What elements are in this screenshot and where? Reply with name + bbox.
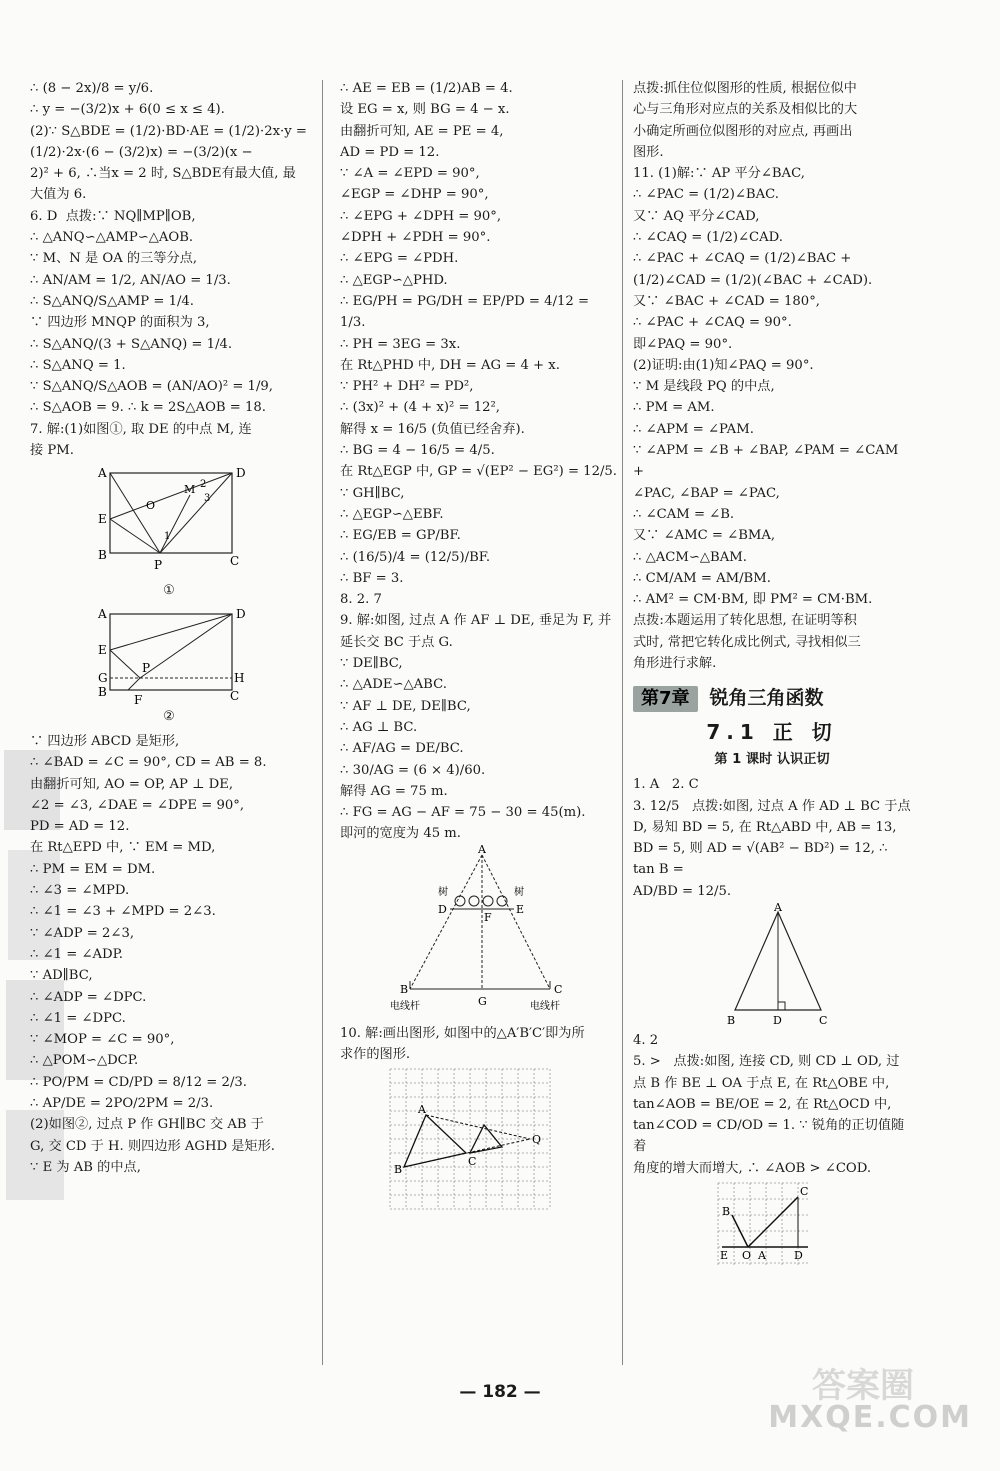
fig2-label-e: E (98, 642, 107, 657)
col1-line: 2)² + 6, ∴当x = 2 时, S△BDE有最大值, 最 (30, 166, 296, 182)
col2-line: 在 Rt△PHD 中, DH = AG = 4 + x. (340, 357, 560, 373)
col3-line: ∴ PM = AM. (633, 400, 715, 416)
col1b-line: G, 交 CD 于 H. 则四边形 AGHD 是矩形. (30, 1138, 275, 1154)
col2-line: ∴ △EGP∽△EBF. (340, 506, 444, 522)
fig2-label-a: A (98, 606, 107, 621)
river-label-tree-left: 树 (438, 886, 448, 898)
col3-line: ∴ △ACM∽△BAM. (633, 549, 747, 565)
col2-text-bottom (340, 1023, 618, 1066)
fig1-label-2: 2 (200, 479, 207, 491)
col1-line: ∴ S△ANQ = 1. (30, 357, 126, 373)
col1-line: (2)∵ S△BDE = (1/2)·BD·AE = (1/2)·2x·y = (30, 123, 307, 139)
col1b-line: ∵ ∠ADP = 2∠3, (30, 925, 135, 941)
col2-line: ∵ ∠A = ∠EPD = 90°, (340, 166, 480, 182)
col3-line: 小确定所画位似图形的对应点, 再画出 (633, 123, 853, 139)
col1-line: ∴ △ANQ∽△AMP∽△AOB. (30, 230, 194, 246)
col2-line: ∴ AE = EB = (1/2)AB = 4. (340, 81, 513, 96)
river-label-tree-right: 树 (514, 886, 524, 898)
fig1-label-1: 1 (164, 531, 171, 543)
col3-line: ∴ ∠CAM = ∠B. (633, 506, 735, 522)
tan-label-e: E (720, 1249, 729, 1263)
col2-line: ∠DPH + ∠PDH = 90°. (340, 230, 491, 246)
col2-line: ∴ ∠EPG = ∠PDH. (340, 251, 459, 267)
col1-line: ∵ M、N 是 OA 的三等分点, (30, 251, 198, 267)
col1b-line: (2)如图②, 过点 P 作 GH∥BC 交 AB 于 (30, 1117, 264, 1133)
river-label-e: E (516, 902, 525, 916)
iso-label-d: D (773, 1013, 782, 1027)
fig2-label-b: B (98, 684, 107, 699)
col3b-line: 3. 12/5 点拨:如图, 过点 A 作 AD ⊥ BC 于点 (633, 798, 911, 814)
col3-line: 又∵ AQ 平分∠CAD, (633, 208, 760, 224)
column-1 (30, 78, 308, 1178)
col3c-line: 5. > 点拨:如图, 连接 CD, 则 CD ⊥ OD, 过 (633, 1054, 900, 1070)
col1b-line: ∴ △POM∽△DCP. (30, 1053, 139, 1069)
col1b-line: ∴ ∠1 = ∠DPC. (30, 1010, 126, 1026)
col3-line: ∵ ∠APM = ∠B + ∠BAP, ∠PAM = ∠CAM + (633, 443, 903, 480)
col3c-line: 角度的增大而增大, ∴ ∠AOB > ∠COD. (633, 1160, 872, 1176)
col1b-line: ∴ AP/DE = 2PO/2PM = 2/3. (30, 1095, 214, 1111)
col3-line: 心与三角形对应点的关系及相似比的大 (633, 102, 858, 118)
fig1-label-o: O (146, 499, 156, 513)
fig1-label-m: M (184, 483, 196, 497)
grid-label-q: Q (532, 1133, 542, 1147)
col1b-line: ∴ ∠BAD = ∠C = 90°, CD = AB = 8. (30, 755, 267, 771)
col2-line: ∴ △EGP∽△PHD. (340, 272, 448, 288)
col2-line: ∴ FG = AG − AF = 75 − 30 = 45(m). (340, 805, 586, 821)
col3-text-bottom (633, 1030, 911, 1179)
col1-line: 接 PM. (30, 443, 74, 459)
col3-line: 点拨:抓住位似图形的性质, 根据位似中 (633, 81, 857, 96)
col3b-line: D, 易知 BD = 5, 在 Rt△ABD 中, AB = 13, (633, 819, 897, 835)
col1-line: ∴ S△ANQ/(3 + S△ANQ) = 1/4. (30, 336, 233, 352)
column-divider-1 (322, 80, 323, 1365)
col2-line: ∴ EG/EB = GP/BF. (340, 528, 461, 544)
col3-line: ∴ ∠CAQ = (1/2)∠CAD. (633, 230, 783, 246)
fig1-label-p: P (154, 558, 163, 573)
col3-line: 角形进行求解. (633, 656, 717, 672)
fig2-label-d: D (236, 606, 246, 621)
col1b-line: ∴ ∠1 = ∠ADP. (30, 946, 123, 962)
col3b-line: AD/BD = 12/5. (633, 883, 732, 899)
figure-grid-homothety (390, 1069, 550, 1209)
col3-line: 式时, 常把它转化成比例式, 寻找相似三 (633, 634, 861, 650)
tan-label-o: O (742, 1249, 752, 1263)
col3-text-middle (633, 774, 911, 902)
fig1-label-b: B (98, 548, 107, 563)
col1-line: 7. 解:(1)如图①, 取 DE 的中点 M, 连 (30, 421, 252, 437)
col1-line: 大值为 6. (30, 187, 87, 203)
fig1-label-a: A (98, 466, 107, 481)
col1b-line: ∴ ∠3 = ∠MPD. (30, 883, 130, 899)
watermark-logo-text: 答案圈 (812, 1366, 914, 1406)
figure-tangent-grid (718, 1183, 810, 1265)
col1b-line: ∵ E 为 AB 的中点, (30, 1159, 141, 1175)
figure-river (390, 842, 570, 1019)
col3c-line: 点 B 作 BE ⊥ OA 于点 E, 在 Rt△OBE 中, (633, 1075, 890, 1091)
tan-label-a: A (758, 1249, 766, 1263)
col3-line: ∴ CM/AM = AM/BM. (633, 570, 771, 586)
column-divider-2 (622, 80, 623, 1365)
col1-line: ∵ S△ANQ/S△AOB = (AN/AO)² = 1/9, (30, 379, 273, 395)
river-label-a: A (478, 842, 486, 856)
grid-label-c: C (468, 1155, 477, 1169)
col2-text-top (340, 78, 618, 845)
figure-isosceles (723, 900, 843, 1027)
col1b-line: ∵ ∠MOP = ∠C = 90°, (30, 1032, 175, 1048)
river-label-pole-left: 电线杆 (390, 1000, 420, 1012)
fig1-label-d: D (236, 466, 246, 481)
fig2-label-f: F (134, 692, 143, 707)
col1-text-bottom (30, 731, 308, 1178)
col1b-line: ∵ AD∥BC, (30, 968, 93, 984)
col2-line: ∴ △ADE∽△ABC. (340, 677, 447, 693)
river-label-pole-right: 电线杆 (530, 1000, 560, 1012)
col1b-line: PD = AD = 12. (30, 819, 130, 835)
col1-line: 6. D 点拨:∵ NQ∥MP∥OB, (30, 208, 196, 224)
col3-line: 即∠PAQ = 90°. (633, 336, 733, 352)
column-2 (340, 78, 618, 1213)
chapter-label: 第7章 (633, 686, 698, 711)
col3-line: ∵ M 是线段 PQ 的中点, (633, 379, 775, 395)
col3-line: ∴ ∠APM = ∠PAM. (633, 421, 754, 437)
river-label-f: F (484, 910, 492, 924)
river-label-d: D (438, 902, 447, 916)
col1b-line: ∴ ∠1 = ∠3 + ∠MPD = 2∠3. (30, 904, 216, 920)
col3c-line: tan∠COD = CD/OD = 1. ∵ 锐角的正切值随着 (633, 1118, 905, 1155)
river-label-c: C (554, 982, 563, 996)
col2-line: ∵ AF ⊥ DE, DE∥BC, (340, 698, 471, 714)
col1b-line: 由翻折可知, AO = OP, AP ⊥ DE, (30, 776, 234, 792)
col1-line: (1/2)·2x·(6 − (3/2)x) = −(3/2)(x − (30, 144, 253, 160)
col2-line: AD = PD = 12. (340, 144, 440, 160)
river-label-b: B (400, 982, 409, 996)
col1-line: ∴ S△AOB = 9. ∴ k = 2S△AOB = 18. (30, 400, 266, 416)
col2-line: ∴ AG ⊥ BC. (340, 719, 418, 735)
col3-line: ∴ AM² = CM·BM, 即 PM² = CM·BM. (633, 592, 873, 608)
chapter-header (633, 686, 911, 711)
col3-line: (1/2)∠CAD = (1/2)(∠BAC + ∠CAD). (633, 272, 873, 288)
fig1-label-e: E (98, 512, 107, 527)
col3-line: ∴ ∠PAC + ∠CAQ = (1/2)∠BAC + (633, 251, 852, 267)
col3c-line: 4. 2 (633, 1032, 659, 1048)
chapter-title: 锐角三角函数 (709, 687, 824, 710)
col1-text-top (30, 78, 308, 461)
col3c-line: tan∠AOB = BE/OE = 2, 在 Rt△OCD 中, (633, 1096, 892, 1112)
col3-line: ∴ ∠PAC + ∠CAQ = 90°. (633, 315, 792, 331)
fig1-caption: ① (163, 583, 175, 599)
fig1-label-c: C (230, 554, 240, 569)
col3-text-top (633, 78, 911, 674)
col2-line: ∴ (16/5)/4 = (12/5)/BF. (340, 549, 491, 565)
fig2-label-c: C (230, 688, 240, 703)
col2-line: ∵ DE∥BC, (340, 656, 403, 672)
lesson-title: 第 1 课时 认识正切 (714, 751, 830, 767)
col1-line: ∵ 四边形 MNQP 的面积为 3, (30, 315, 210, 331)
col3-line: 图形. (633, 144, 664, 160)
col3-line: (2)证明:由(1)知∠PAQ = 90°. (633, 357, 814, 373)
col2-line: 延长交 BC 于点 G. (340, 634, 453, 650)
col2-line: ∴ BF = 3. (340, 570, 404, 586)
col1b-line: ∵ 四边形 ABCD 是矩形, (30, 733, 180, 749)
figure-1 (80, 465, 246, 580)
column-3 (633, 78, 911, 1269)
fig1-label-3: 3 (204, 493, 211, 505)
col2-line: ∵ GH∥BC, (340, 485, 405, 501)
iso-label-b: B (727, 1013, 736, 1027)
col3-line: 又∵ ∠AMC = ∠BMA, (633, 528, 776, 544)
col2-line: ∴ 30/AG = (6 × 4)/60. (340, 762, 486, 778)
col3-line: 点拨:本题运用了转化思想, 在证明等积 (633, 613, 857, 629)
watermark-url: MXQE.COM (768, 1400, 972, 1435)
col3b-line: BD = 5, 则 AD = √(AB² − BD²) = 12, ∴ tan B = (633, 841, 892, 878)
col2b-line: 10. 解:画出图形, 如图中的△A′B′C′即为所 (340, 1025, 585, 1041)
river-label-g: G (478, 994, 487, 1008)
tan-label-d: D (794, 1249, 803, 1263)
col2-line: ∵ PH² + DH² = PD², (340, 379, 474, 395)
fig2-caption: ② (163, 708, 175, 724)
grid-label-a: A (418, 1103, 426, 1117)
col2-line: 解得 x = 16/5 (负值已经舍弃). (340, 421, 525, 437)
col1-line: ∴ y = −(3/2)x + 6(0 ≤ x ≤ 4). (30, 102, 225, 118)
fig2-label-h: H (234, 670, 245, 685)
tan-label-b: B (722, 1205, 731, 1219)
fig2-label-g: G (98, 670, 108, 685)
col1b-line: ∴ PO/PM = CD/PD = 8/12 = 2/3. (30, 1074, 247, 1090)
iso-label-a: A (774, 900, 782, 914)
col2-line: 9. 解:如图, 过点 A 作 AF ⊥ DE, 垂足为 F, 并 (340, 613, 612, 629)
col2-line: ∴ PH = 3EG = 3x. (340, 336, 461, 352)
figure-2 (80, 606, 246, 707)
col3-line: 又∵ ∠BAC + ∠CAD = 180°, (633, 293, 820, 309)
col2-line: ∴ (3x)² + (4 + x)² = 12², (340, 400, 500, 416)
col3-line: ∠PAC, ∠BAP = ∠PAC, (633, 485, 780, 501)
col1b-line: ∴ ∠ADP = ∠DPC. (30, 989, 147, 1005)
fig2-label-p: P (142, 660, 151, 675)
col2-line: 解得 AG = 75 m. (340, 783, 448, 799)
col1b-line: ∴ PM = EM = DM. (30, 861, 156, 877)
col2b-line: 求作的图形. (340, 1046, 411, 1062)
col2-line: ∠EGP = ∠DHP = 90°, (340, 187, 489, 203)
col2-line: 在 Rt△EGP 中, GP = √(EP² − EG²) = 12/5. (340, 464, 617, 480)
col3-line: 11. (1)解:∵ AP 平分∠BAC, (633, 166, 805, 182)
grid-label-b: B (394, 1163, 403, 1177)
col1-line: ∴ S△ANQ/S△AMP = 1/4. (30, 293, 195, 309)
col2-line: ∴ EG/PH = PG/DH = EP/PD = 4/12 = 1/3. (340, 293, 594, 331)
col2-line: ∴ ∠EPG + ∠DPH = 90°, (340, 208, 502, 224)
col3-line: ∴ ∠PAC = (1/2)∠BAC. (633, 187, 779, 203)
col1-line: ∴ (8 − 2x)/8 = y/6. (30, 81, 154, 96)
iso-label-c: C (819, 1013, 828, 1027)
col2-line: 即河的宽度为 45 m. (340, 826, 461, 842)
tan-label-c: C (800, 1185, 809, 1199)
col2-line: 设 EG = x, 则 BG = 4 − x. (340, 102, 510, 118)
col2-line: 由翻折可知, AE = PE = 4, (340, 123, 504, 139)
col1-line: ∴ AN/AM = 1/2, AN/AO = 1/3. (30, 272, 231, 288)
col2-line: ∴ AF/AG = DE/BC. (340, 741, 464, 757)
col1b-line: ∠2 = ∠3, ∠DAE = ∠DPE = 90°, (30, 797, 245, 813)
col3b-line: 1. A 2. C (633, 777, 699, 793)
col2-line: 8. 2. 7 (340, 592, 382, 608)
col1b-line: 在 Rt△EPD 中, ∵ EM = MD, (30, 840, 216, 856)
page-number: — 182 — (459, 1382, 541, 1402)
col2-line: ∴ BG = 4 − 16/5 = 4/5. (340, 443, 495, 459)
section-title: 7.1 正 切 (706, 719, 838, 744)
